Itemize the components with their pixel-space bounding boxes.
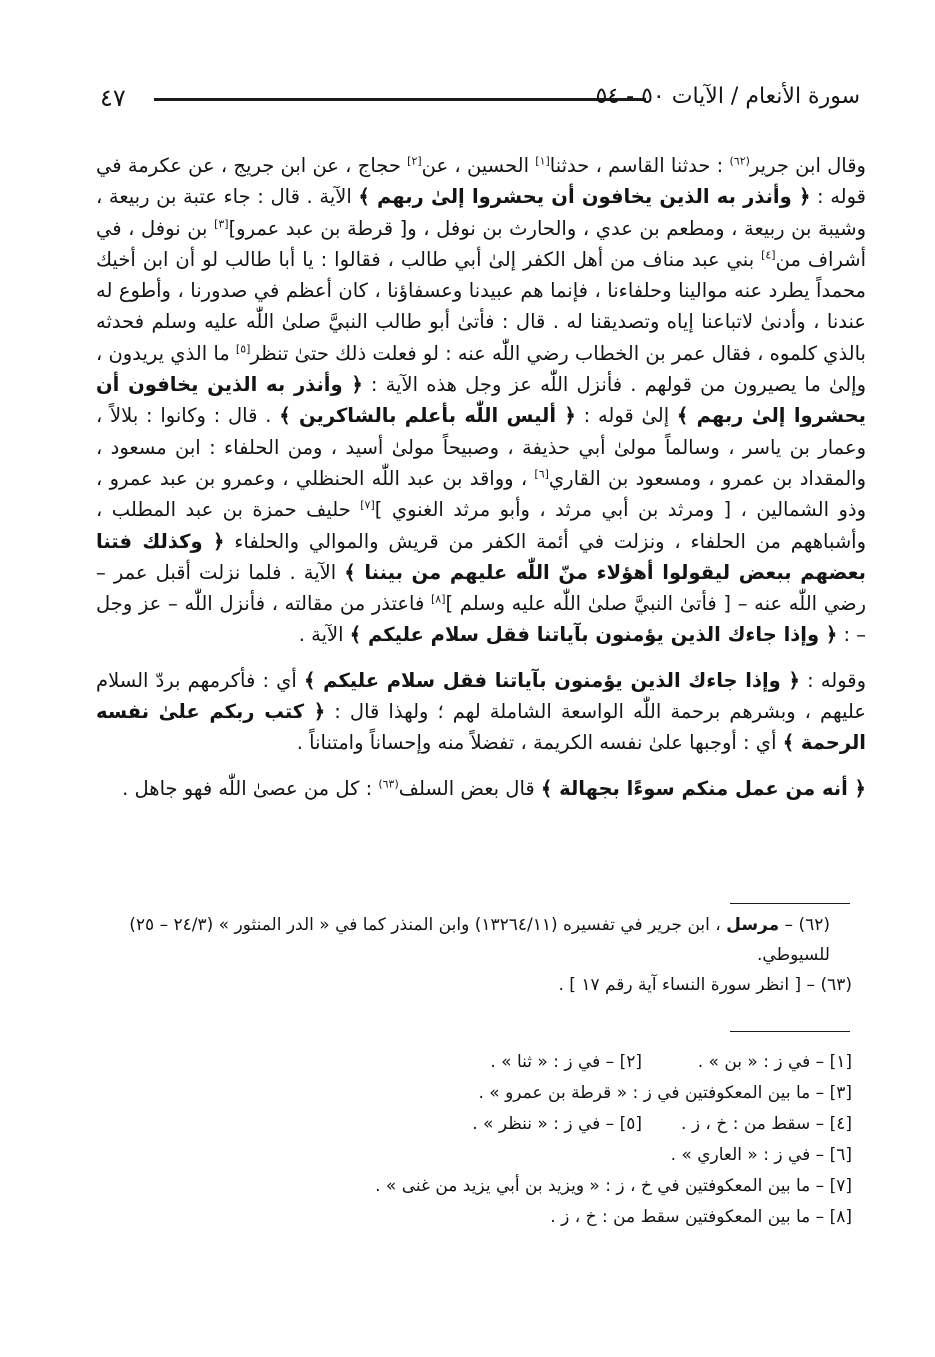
variant-note: [٦] – في ز : « العاري » . [670, 1145, 852, 1165]
footnote-ref: (٦٢) [729, 154, 750, 168]
variant-note: [٨] – ما بين المعكوفتين سقط من : خ ، ز . [550, 1207, 852, 1227]
footnote-62: (٦٢) – مرسل ، ابن جرير في تفسيره (١٣٢٦٤/١١) وابن المنذر كما في « الدر المنثور » (٢٤/٣ – ٢٥) للسيوطي. [129, 915, 830, 965]
variant-ref: [٢] [407, 154, 422, 168]
footnotes [100, 910, 852, 1000]
variant-row [100, 1078, 852, 1109]
variant-row [100, 1171, 852, 1202]
paragraph-hadith: وقال ابن جرير$^{(٦٢)}$ : حدثنا القاسم ، حدثنا[١] الحسين ، عن[٢] حجاج ، عن ابن جريج ، عن عكرمة في قوله : ﴿ وأنذر به الذين يخافون أن يحشروا إلىٰ ربهم ﴾ الآية . قال : جاء عتبة بن ربيعة ، وشيبة بن ربيعة ، ومطعم بن عدي ، والحارث بن نوفل ، و[ قرطة بن عبد عمرو][٣] بن نوفل ، في أشراف من[٤] بني عبد مناف من أهل الكفر إلىٰ أبي طالب ، فقالوا : يا أبا طالب لو أن ابن أخيك محمداً يطرد عنه موالينا وحلفاءنا ، فإنما هم عبيدنا وعسفاؤنا ، كان أعظم في صدورنا ، وأطوع له عندنا ، وأدنىٰ لاتباعنا إياه وتصديقنا له . قال : فأتىٰ أبو طالب النبيَّ صلىٰ اللّٰه عليه وسلم فحدثه بالذي كلموه ، فقال عمر بن الخطاب رضي اللّٰه عنه : لو فعلت ذلك حتىٰ تنظر[٥] ما الذي يريدون ، وإلىٰ ما يصيرون من قولهم . فأنزل اللّٰه عز وجل هذه الآية : ﴿ وأنذر به الذين يخافون أن يحشروا إلىٰ ربهم ﴾ إلىٰ قوله : ﴿ أليس اللّٰه بأعلم بالشاكرين ﴾ . قال : وكانوا : بلالاً ، وعمار بن ياسر ، وسالماً مولىٰ أبي حذيفة ، وصبيحاً مولىٰ أسيد ، ومن الحلفاء : ابن مسعود ، والمقداد بن عمرو ، ومسعود بن القاري[٦] ، وواقد بن عبد اللّٰه الحنظلي ، وعمرو بن عبد عمرو ، وذو الشمالين ، [ ومرثد بن أبي مرثد ، وأبو مرثد الغنوي ][٧] حليف حمزة بن عبد المطلب ، وأشباههم من الحلفاء ، ونزلت في أئمة الكفر من قريش والموالي والحلفاء ﴿ وكذلك فتنا بعضهم ببعض ليقولوا أهؤلاء منّ اللّٰه عليهم من بيننا ﴾ الآية . فلما نزلت أقبل عمر – رضي اللّٰه عنه – [ فأتىٰ النبيَّ صلىٰ اللّٰه عليه وسلم ][٨] فاعتذر من مقالته ، فأنزل اللّٰه – عز وجل – : ﴿ وإذا جاءك الذين يؤمنون بآياتنا فقل سلام عليكم ﴾ الآية . [95, 154, 867, 647]
variant-note: [٥] – في ز : « ننظر » . [472, 1114, 642, 1134]
variant-note: [٤] – سقط من : خ ، ز . [681, 1114, 852, 1134]
footnote-63: (٦٣) – [ انظر سورة النساء آية رقم ١٧ ] . [558, 975, 852, 995]
quran-verse: ﴿ وأنذر به الذين يخافون أن يحشروا إلىٰ ربهم ﴾ [358, 185, 811, 209]
quran-verse: ﴿ وإذا جاءك الذين يؤمنون بآياتنا فقل سلام عليكم ﴾ [349, 623, 838, 647]
variant-row [100, 1109, 852, 1140]
paragraph-verse-54: ﴿ أنه من عمل منكم سوءًا بجهالة ﴾ قال بعض السلف$^{(٦٣)}$ : كل من عصىٰ اللّٰه فهو جاهل . [122, 776, 866, 800]
header-rule [154, 98, 646, 101]
footnote-separator [730, 903, 850, 904]
variant-ref: [٣] [214, 217, 229, 231]
variant-note: [٣] – ما بين المعكوفتين في ز : « قرطة بن عمرو » . [478, 1083, 852, 1103]
quran-verse: ﴿ أليس اللّٰه بأعلم بالشاكرين ﴾ [279, 404, 576, 428]
textual-variants [100, 1047, 852, 1233]
variant-row [100, 1140, 852, 1171]
quran-verse: ﴿ كتب ربكم علىٰ نفسه الرحمة ﴾ [96, 700, 866, 755]
quran-verse: ﴿ أنه من عمل منكم سوءًا بجهالة ﴾ [540, 776, 866, 800]
variant-ref: [٥] [235, 342, 251, 356]
page-header [100, 82, 860, 116]
page-number: ٤٧ [100, 84, 126, 112]
variant-note: [٢] – في ز : « ثنا » . [490, 1052, 642, 1072]
running-head: سورة الأنعام / الآيات ٥٠ - ٥٤ [595, 84, 860, 109]
variant-note: [١] – في ز : « بن » . [697, 1052, 852, 1072]
main-text [96, 150, 866, 804]
variant-ref: [٤] [761, 248, 776, 262]
variant-ref: [٧] [360, 498, 375, 512]
variants-separator [730, 1031, 850, 1032]
variant-row [100, 1202, 852, 1233]
variant-row [100, 1047, 852, 1078]
quran-verse: ﴿ وكذلك فتنا بعضهم ببعض ليقولوا أهؤلاء منّ اللّٰه عليهم من بيننا ﴾ [96, 529, 866, 584]
paragraph-commentary: وقوله : ﴿ وإذا جاءك الذين يؤمنون بآياتنا فقل سلام عليكم ﴾ أي : فأكرمهم بردّ السلام عليهم ، وبشرهم برحمة اللّٰه الواسعة الشاملة لهم ؛ ولهذا قال : ﴿ كتب ربكم علىٰ نفسه الرحمة ﴾ أي : أوجبها علىٰ نفسه الكريمة ، تفضلاً منه وإحساناً وامتناناً . [96, 668, 867, 755]
variant-ref: [٦] [534, 467, 549, 481]
quran-verse: ﴿ وأنذر به الذين يخافون أن يحشروا إلىٰ ربهم ﴾ [96, 373, 866, 428]
variant-note: [٧] – ما بين المعكوفتين في خ ، ز : « ويزيد بن أبي يزيد من غنى » . [375, 1176, 852, 1196]
quran-verse: ﴿ وإذا جاءك الذين يؤمنون بآياتنا فقل سلام عليكم ﴾ [304, 668, 800, 692]
variant-ref: [٨] [431, 592, 446, 606]
footnote-ref: (٦٣) [378, 777, 399, 791]
variant-ref: [١] [535, 154, 550, 168]
